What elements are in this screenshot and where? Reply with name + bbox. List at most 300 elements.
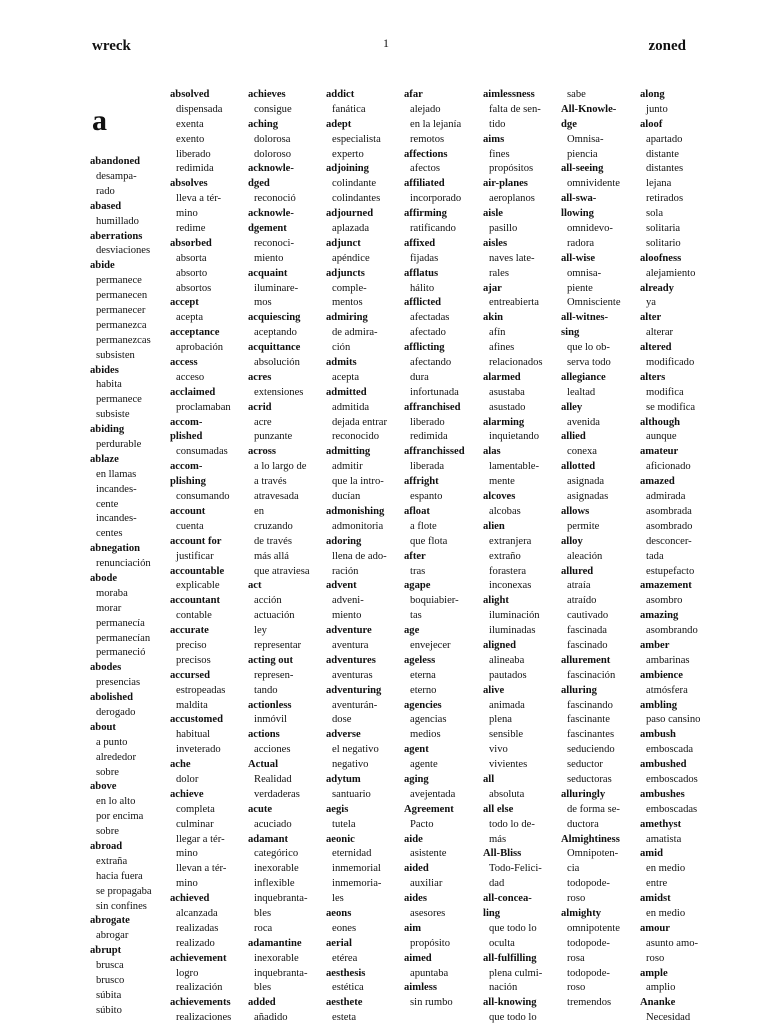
entry-translation: entre <box>646 878 668 890</box>
entry-translation: represen- <box>254 669 294 681</box>
entry-translation: rosa <box>567 952 585 964</box>
entry-headword: all <box>483 773 495 785</box>
entry-headword: abandoned <box>90 156 141 168</box>
entry-headword: abides <box>90 364 119 376</box>
entry-headword: ambience <box>640 669 683 681</box>
entry-translation: desconcer- <box>646 535 692 547</box>
entry-translation: ley <box>254 625 267 637</box>
entry-headword: act <box>248 580 262 592</box>
entry-translation: negativo <box>332 759 369 771</box>
entry-headword: afloat <box>404 505 430 517</box>
entry-translation: distante <box>646 148 679 160</box>
entry-translation: aventura <box>332 639 369 651</box>
entry-headword: all-swa- <box>561 193 597 205</box>
entry-headword: accountant <box>170 595 221 607</box>
entry-translation: dejada entrar <box>332 416 387 428</box>
entry-translation: medios <box>410 729 441 741</box>
entry-translation: permanecer <box>96 304 146 316</box>
entry-translation: cautivado <box>567 610 609 622</box>
entry-translation: omnividente <box>567 178 620 190</box>
entry-headword: acrid <box>248 401 272 413</box>
entry-translation: absorta <box>176 252 207 264</box>
entry-translation: acción <box>254 595 282 607</box>
entry-translation: se propagaba <box>96 885 152 897</box>
entry-headword: already <box>640 282 674 294</box>
entry-translation: Pacto <box>410 818 434 830</box>
entry-translation: ambarinas <box>646 654 690 666</box>
entry-translation: de admira- <box>332 327 378 339</box>
entry-headword: accountable <box>170 565 225 577</box>
entry-headword: across <box>248 446 277 458</box>
entry-translation: asombrando <box>646 625 698 637</box>
entry-translation: absoluta <box>489 788 525 800</box>
entry-translation: afectado <box>410 327 446 339</box>
entry-translation: desampa- <box>96 170 137 182</box>
dictionary-column-4 <box>326 88 403 1026</box>
entry-headword: age <box>404 625 420 637</box>
entry-headword: allows <box>561 505 590 517</box>
entry-translation: Todo-Felici- <box>489 863 542 875</box>
entry-translation: más allá <box>254 550 290 562</box>
entry-headword: Ananke <box>640 997 676 1009</box>
entry-translation: acceso <box>176 371 205 383</box>
entry-translation: de forma se- <box>567 803 620 815</box>
entry-headword: ageless <box>404 654 436 666</box>
entry-headword: aging <box>404 773 429 785</box>
entry-translation: asignada <box>567 476 605 488</box>
entry-headword: alluring <box>561 684 597 696</box>
entry-headword: adjuncts <box>326 267 365 279</box>
entry-headword: achieve <box>170 788 204 800</box>
entry-translation: permanece <box>96 394 142 406</box>
entry-translation: fines <box>489 148 510 160</box>
entry-translation: asesores <box>410 907 446 919</box>
entry-headword: amethyst <box>640 818 682 830</box>
entry-headword: affiliated <box>404 178 445 190</box>
entry-headword: ling <box>483 907 501 919</box>
entry-translation: completa <box>176 803 215 815</box>
entry-headword: accept <box>170 297 199 309</box>
entry-translation: dolor <box>176 773 199 785</box>
entry-headword: aesthesis <box>326 967 366 979</box>
entry-translation: Omnipoten- <box>567 848 619 860</box>
entry-translation: esteta <box>332 1012 357 1024</box>
entry-translation: afín <box>489 327 506 339</box>
entry-translation: les <box>332 893 344 905</box>
entry-translation: admitir <box>332 461 363 473</box>
entry-headword: alter <box>640 312 662 324</box>
entry-translation: el negativo <box>332 744 379 756</box>
entry-translation: permanecía <box>96 617 145 629</box>
entry-translation: humillado <box>96 215 139 227</box>
entry-translation: alejamiento <box>646 267 696 279</box>
entry-headword: aesthete <box>326 997 363 1009</box>
entry-headword: actions <box>248 729 280 741</box>
entry-translation: ración <box>332 565 359 577</box>
entry-headword: alas <box>483 446 501 458</box>
entry-headword: all-concea- <box>483 893 532 905</box>
entry-translation: envejecer <box>410 639 451 651</box>
entry-translation: junto <box>646 103 668 115</box>
entry-headword: acceptance <box>170 327 220 339</box>
entry-headword: affranchissed <box>404 446 465 458</box>
entry-headword: afflicting <box>404 342 445 354</box>
entry-translation: comple- <box>332 282 367 294</box>
entry-translation: pasillo <box>489 223 518 235</box>
entry-translation: todopode- <box>567 937 610 949</box>
entry-translation: mino <box>176 208 198 220</box>
entry-translation: que lo ob- <box>567 342 610 354</box>
entry-translation: apuntaba <box>410 967 449 979</box>
entry-translation: vivientes <box>489 759 528 771</box>
entry-headword: aligned <box>483 639 516 651</box>
entry-translation: a través <box>254 476 287 488</box>
entry-translation: abrogar <box>96 930 129 942</box>
entry-translation: eterna <box>410 669 436 681</box>
entry-headword: all else <box>483 803 514 815</box>
entry-translation: de través <box>254 535 292 547</box>
entry-translation: sola <box>646 208 664 220</box>
entry-headword: abolished <box>90 692 133 704</box>
entry-translation: miento <box>254 252 284 264</box>
entry-translation: omnisa- <box>567 267 602 279</box>
entry-translation: acciones <box>254 744 291 756</box>
entry-translation: infortunada <box>410 386 459 398</box>
entry-translation: categórico <box>254 848 299 860</box>
entry-translation: roso <box>646 952 665 964</box>
entry-translation: omnidevo- <box>567 223 613 235</box>
entry-translation: alcanzada <box>176 907 218 919</box>
entry-headword: affirming <box>404 208 447 220</box>
entry-translation: asignadas <box>567 491 609 503</box>
entry-translation: boquiabier- <box>410 595 459 607</box>
entry-translation: atraído <box>567 595 597 607</box>
entry-translation: fanática <box>332 103 366 115</box>
entry-headword: aide <box>404 833 423 845</box>
dictionary-column-1 <box>90 88 167 1019</box>
entry-translation: mino <box>176 848 198 860</box>
entry-translation: que la intro- <box>332 476 384 488</box>
entry-translation: atravesada <box>254 491 299 503</box>
entry-translation: aunque <box>646 431 677 443</box>
entry-headword: absolved <box>170 89 210 100</box>
entry-translation: alineaba <box>489 654 525 666</box>
entry-translation: animada <box>489 699 525 711</box>
entry-headword: adjoining <box>326 163 369 175</box>
entry-headword: accursed <box>170 669 211 681</box>
entry-translation: realizado <box>176 937 215 949</box>
entry-translation: Necesidad <box>646 1012 691 1024</box>
entry-translation: paso cansino <box>646 714 701 726</box>
entry-headword: aimless <box>404 982 437 994</box>
entry-translation: rales <box>489 267 509 279</box>
entry-translation: inflexible <box>254 878 295 890</box>
entry-headword: dgement <box>248 223 287 235</box>
entry-translation: a lo largo de <box>254 461 307 473</box>
entry-translation: moraba <box>96 587 128 599</box>
entry-translation: acepta <box>176 312 204 324</box>
entry-translation: todopode- <box>567 967 610 979</box>
entry-headword: amber <box>640 639 670 651</box>
entry-headword: access <box>170 357 198 369</box>
entry-headword: allurement <box>561 654 611 666</box>
entry-translation: permanecen <box>96 290 148 302</box>
entry-translation: llena de ado- <box>332 550 387 562</box>
entry-headword: abrogate <box>90 915 130 927</box>
entry-translation: reconoci- <box>254 237 294 249</box>
entry-translation: todopode- <box>567 878 610 890</box>
entry-headword: acclaimed <box>170 386 216 398</box>
entry-headword: aberrations <box>90 230 143 242</box>
entry-translation: habita <box>96 379 122 391</box>
entry-translation: lealtad <box>567 386 596 398</box>
entry-translation: acepta <box>332 371 360 383</box>
entry-headword: acting out <box>248 654 294 666</box>
entry-headword: amazing <box>640 610 679 622</box>
entry-translation: propósitos <box>489 163 534 175</box>
entry-headword: adamantine <box>248 937 302 949</box>
entry-translation: súbito <box>96 1004 122 1016</box>
entry-translation: experto <box>332 148 364 160</box>
entry-translation: plena <box>489 714 512 726</box>
entry-translation: sobre <box>96 826 119 838</box>
entry-headword: amidst <box>640 893 671 905</box>
entry-headword: alters <box>640 371 666 383</box>
entry-translation: admirada <box>646 491 686 503</box>
entry-translation: afines <box>489 342 515 354</box>
entry-translation: mentos <box>332 297 363 309</box>
entry-translation: inmóvil <box>254 714 287 726</box>
entry-translation: aceptando <box>254 327 297 339</box>
entry-headword: aides <box>404 893 427 905</box>
entry-translation: dispensada <box>176 103 223 115</box>
entry-headword: llowing <box>561 208 594 220</box>
entry-headword: accom- <box>170 416 203 428</box>
entry-headword: altered <box>640 342 672 354</box>
entry-translation: reconoció <box>254 193 296 205</box>
entry-headword: allied <box>561 431 586 443</box>
entry-translation: admonitoria <box>332 520 384 532</box>
entry-headword: amour <box>640 922 671 934</box>
entry-translation: entreabierta <box>489 297 539 309</box>
entry-headword: adytum <box>326 773 361 785</box>
entry-translation: retirados <box>646 193 684 205</box>
entry-headword: alcoves <box>483 491 516 503</box>
entry-headword: adamant <box>248 833 289 845</box>
entry-headword: addict <box>326 89 355 100</box>
entry-headword: aimed <box>404 952 432 964</box>
entry-translation: santuario <box>332 788 371 800</box>
entry-translation: fascinando <box>567 699 613 711</box>
entry-translation: bles <box>254 982 272 994</box>
entry-translation: dad <box>489 878 505 890</box>
entry-translation: remotos <box>410 133 445 145</box>
entry-headword: above <box>90 781 117 793</box>
entry-headword: although <box>640 416 681 428</box>
entry-headword: admonishing <box>326 505 385 517</box>
entry-headword: allotted <box>561 461 596 473</box>
entry-translation: aleación <box>567 550 603 562</box>
dictionary-column-7 <box>561 88 638 1011</box>
entry-headword: afflatus <box>404 267 439 279</box>
entry-translation: contable <box>176 610 212 622</box>
entry-translation: hálito <box>410 282 435 294</box>
entry-headword: affections <box>404 148 448 160</box>
entry-translation: absorto <box>176 267 208 279</box>
entry-translation: inmemoria- <box>332 878 382 890</box>
entry-translation: permanezcas <box>96 334 151 346</box>
entry-headword: abrupt <box>90 945 122 957</box>
entry-translation: morar <box>96 602 122 614</box>
entry-translation: inexorable <box>254 863 299 875</box>
dictionary-column-5 <box>404 88 481 1011</box>
entry-translation: consumando <box>176 491 230 503</box>
entry-translation: liberado <box>410 416 445 428</box>
entry-translation: permite <box>567 520 600 532</box>
entry-translation: inveterado <box>176 744 221 756</box>
entry-headword: plishing <box>170 476 206 488</box>
entry-translation: llegar a tér- <box>176 833 225 845</box>
entry-headword: aloof <box>640 118 663 130</box>
entry-headword: ambushes <box>640 788 685 800</box>
entry-translation: asustaba <box>489 386 525 398</box>
entry-translation: verdaderas <box>254 788 300 800</box>
entry-translation: apéndice <box>332 252 370 264</box>
entry-translation: Omnisciente <box>567 297 621 309</box>
entry-translation: iluminare- <box>254 282 299 294</box>
dictionary-column-6 <box>483 88 560 1026</box>
entry-translation: redimida <box>410 431 448 443</box>
entry-translation: explicable <box>176 580 220 592</box>
entry-translation: eterno <box>410 684 437 696</box>
entry-translation: asombro <box>646 595 683 607</box>
entry-headword: achievements <box>170 997 231 1009</box>
entry-translation: más <box>489 833 507 845</box>
entry-translation: derogado <box>96 707 136 718</box>
entry-headword: alarming <box>483 416 525 428</box>
entry-translation: etérea <box>332 952 358 964</box>
entry-headword: All-Bliss <box>483 848 522 860</box>
entry-translation: seductor <box>567 759 603 771</box>
entry-headword: affranchised <box>404 401 461 413</box>
entry-translation: llevan a tér- <box>176 863 227 875</box>
entry-translation: acuciado <box>254 818 292 830</box>
entry-headword: amid <box>640 848 663 860</box>
entry-translation: relacionados <box>489 357 543 369</box>
entry-translation: en medio <box>646 907 686 919</box>
entry-headword: acquittance <box>248 342 301 354</box>
entry-translation: roso <box>567 982 586 994</box>
entry-headword: advent <box>326 580 357 592</box>
entry-translation: mos <box>254 297 272 309</box>
entry-translation: serva todo <box>567 357 611 369</box>
entry-translation: roca <box>254 922 273 934</box>
entry-headword: ajar <box>483 282 502 294</box>
entry-translation: asombrado <box>646 520 693 532</box>
entry-translation: solitario <box>646 237 681 249</box>
entry-translation: realizadas <box>176 922 219 934</box>
entry-translation: conexa <box>567 446 597 458</box>
entry-translation: tutela <box>332 818 356 830</box>
entry-headword: affright <box>404 476 439 488</box>
entry-translation: precisos <box>176 654 211 666</box>
entry-translation: extraño <box>489 550 521 562</box>
entry-translation: fascinado <box>567 639 608 651</box>
header-right-guide-word: zoned <box>648 38 686 54</box>
entry-headword: adept <box>326 118 352 130</box>
entry-headword: sing <box>561 327 580 339</box>
entry-translation: aplazada <box>332 223 370 235</box>
entry-translation: asustado <box>489 401 526 413</box>
entry-translation: vivo <box>489 744 508 756</box>
entry-headword: abode <box>90 572 118 584</box>
entry-translation: centes <box>96 528 123 540</box>
entry-headword: adventures <box>326 654 376 666</box>
entry-translation: por encima <box>96 811 144 823</box>
entry-translation: asistente <box>410 848 447 860</box>
entry-headword: aloofness <box>640 252 682 264</box>
entry-translation: absolución <box>254 357 300 369</box>
entry-translation: afectando <box>410 357 452 369</box>
entry-headword: ache <box>170 759 191 771</box>
entry-headword: dged <box>248 178 270 190</box>
entry-translation: que flota <box>410 535 448 547</box>
entry-translation: dolorosa <box>254 133 291 145</box>
entry-translation: fascinada <box>567 625 607 637</box>
entry-translation: acre <box>254 416 272 428</box>
entry-translation: inconexas <box>489 580 532 592</box>
entry-translation: afectos <box>410 163 440 175</box>
entry-translation: Omnisa- <box>567 133 604 145</box>
entry-headword: alley <box>561 401 583 413</box>
entry-translation: avenida <box>567 416 600 428</box>
entry-translation: cente <box>96 498 119 510</box>
entry-translation: tras <box>410 565 426 577</box>
entry-translation: permanezca <box>96 319 147 331</box>
entry-translation: perdurable <box>96 438 142 450</box>
entry-translation: alrededor <box>96 751 136 763</box>
entry-translation: roso <box>567 893 586 905</box>
entry-translation: omnipotente <box>567 922 620 934</box>
entry-translation: sin confines <box>96 900 147 912</box>
header-left-guide-word: wreck <box>92 38 131 54</box>
entry-translation: liberada <box>410 461 445 473</box>
entry-headword: adverse <box>326 729 361 741</box>
entry-translation: inmemorial <box>332 863 381 875</box>
entry-translation: espanto <box>410 491 443 503</box>
entry-translation: extranjera <box>489 535 532 547</box>
entry-headword: absolves <box>170 178 208 190</box>
entry-translation: ducían <box>332 491 361 503</box>
entry-translation: ductora <box>567 818 599 830</box>
entry-headword: achieved <box>170 893 210 905</box>
entry-headword: adjourned <box>326 208 374 220</box>
entry-translation: propósito <box>410 937 451 949</box>
entry-headword: accurate <box>170 625 209 637</box>
entry-headword: amateur <box>640 446 679 458</box>
entry-headword: acute <box>248 803 273 815</box>
entry-headword: added <box>248 997 276 1009</box>
entry-headword: amazed <box>640 476 675 488</box>
entry-translation: realización <box>176 982 223 994</box>
entry-headword: aims <box>483 133 505 145</box>
entry-translation: inexorable <box>254 952 299 964</box>
entry-translation: ratificando <box>410 223 456 235</box>
entry-translation: mino <box>176 878 198 890</box>
entry-headword: allured <box>561 565 594 577</box>
entry-translation: modificado <box>646 357 695 369</box>
entry-headword: affixed <box>404 237 436 249</box>
